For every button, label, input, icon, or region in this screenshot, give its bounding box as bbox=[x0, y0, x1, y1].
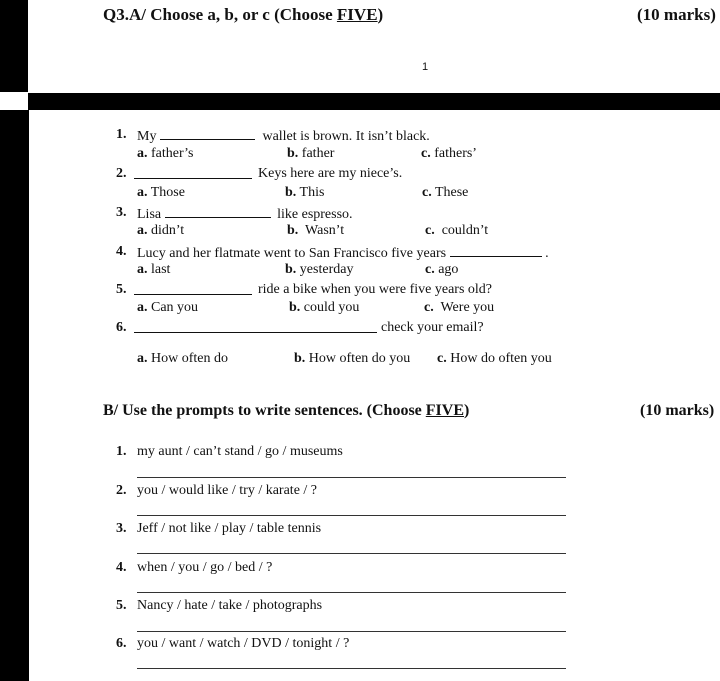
answer-blank[interactable] bbox=[134, 282, 252, 295]
prompt-number: 3. bbox=[116, 521, 127, 536]
prompt-number: 2. bbox=[116, 483, 127, 498]
question-text: Lucy and her flatmate went to San Francisco five years . bbox=[137, 246, 549, 261]
question-text: Keys here are my niece’s. bbox=[258, 166, 403, 181]
question-number: 2. bbox=[116, 166, 127, 181]
option-b[interactable]: b. This bbox=[285, 185, 325, 200]
answer-line[interactable] bbox=[137, 668, 566, 669]
option-a[interactable]: a. Can you bbox=[137, 300, 199, 315]
option-c[interactable]: c. fathers’ bbox=[421, 146, 477, 161]
prompt-number: 1. bbox=[116, 444, 127, 459]
question-number: 6. bbox=[116, 320, 127, 335]
section-b-marks: (10 marks) bbox=[640, 402, 715, 419]
option-b[interactable]: b. yesterday bbox=[285, 262, 354, 277]
answer-line[interactable] bbox=[137, 631, 566, 632]
answer-blank[interactable] bbox=[134, 166, 252, 179]
option-a[interactable]: a. didn’t bbox=[137, 223, 185, 238]
prompt-text: you / want / watch / DVD / tonight / ? bbox=[137, 636, 350, 651]
section-a-title: Q3.A/ Choose a, b, or c (Choose FIVE) bbox=[103, 5, 384, 24]
option-c[interactable]: c. How do often you bbox=[437, 351, 552, 366]
answer-line[interactable] bbox=[137, 592, 566, 593]
page-edge-bottom bbox=[0, 110, 29, 681]
question-text: ride a bike when you were five years old? bbox=[258, 282, 493, 297]
question-text: My wallet is brown. It isn’t black. bbox=[137, 129, 430, 144]
answer-line[interactable] bbox=[137, 477, 566, 478]
page-break-band bbox=[28, 93, 720, 110]
option-a[interactable]: a. last bbox=[137, 262, 171, 277]
answer-blank[interactable] bbox=[165, 205, 271, 218]
option-b[interactable]: b. How often do you bbox=[294, 351, 411, 366]
question-number: 5. bbox=[116, 282, 127, 297]
section-a-marks: (10 marks) bbox=[637, 5, 716, 24]
question-number: 4. bbox=[116, 244, 127, 259]
question-number: 3. bbox=[116, 205, 127, 220]
question-text: check your email? bbox=[381, 320, 484, 335]
prompt-text: when / you / go / bed / ? bbox=[137, 560, 273, 575]
prompt-text: Jeff / not like / play / table tennis bbox=[137, 521, 322, 536]
option-a[interactable]: a. How often do bbox=[137, 351, 228, 366]
prompt-number: 5. bbox=[116, 598, 127, 613]
question-number: 1. bbox=[116, 127, 127, 142]
answer-blank[interactable] bbox=[134, 320, 377, 333]
prompt-number: 4. bbox=[116, 560, 127, 575]
question-text: Lisa like espresso. bbox=[137, 207, 353, 222]
option-b[interactable]: b. could you bbox=[289, 300, 360, 315]
prompt-text: Nancy / hate / take / photographs bbox=[137, 598, 323, 613]
option-c[interactable]: c. couldn’t bbox=[425, 223, 489, 238]
option-c[interactable]: c. Were you bbox=[424, 300, 495, 315]
page-edge-top bbox=[0, 0, 28, 92]
answer-blank[interactable] bbox=[450, 244, 542, 257]
option-a[interactable]: a. father’s bbox=[137, 146, 194, 161]
option-b[interactable]: b. Wasn’t bbox=[287, 223, 345, 238]
option-a[interactable]: a. Those bbox=[137, 185, 185, 200]
option-b[interactable]: b. father bbox=[287, 146, 335, 161]
answer-line[interactable] bbox=[137, 553, 566, 554]
section-b-title: B/ Use the prompts to write sentences. (Choose FIVE) bbox=[103, 402, 470, 419]
prompt-text: you / would like / try / karate / ? bbox=[137, 483, 318, 498]
page-number: 1 bbox=[422, 61, 429, 73]
prompt-text: my aunt / can’t stand / go / museums bbox=[137, 444, 343, 459]
answer-blank[interactable] bbox=[160, 127, 255, 140]
option-c[interactable]: c. These bbox=[422, 185, 469, 200]
option-c[interactable]: c. ago bbox=[425, 262, 459, 277]
answer-line[interactable] bbox=[137, 515, 566, 516]
prompt-number: 6. bbox=[116, 636, 127, 651]
